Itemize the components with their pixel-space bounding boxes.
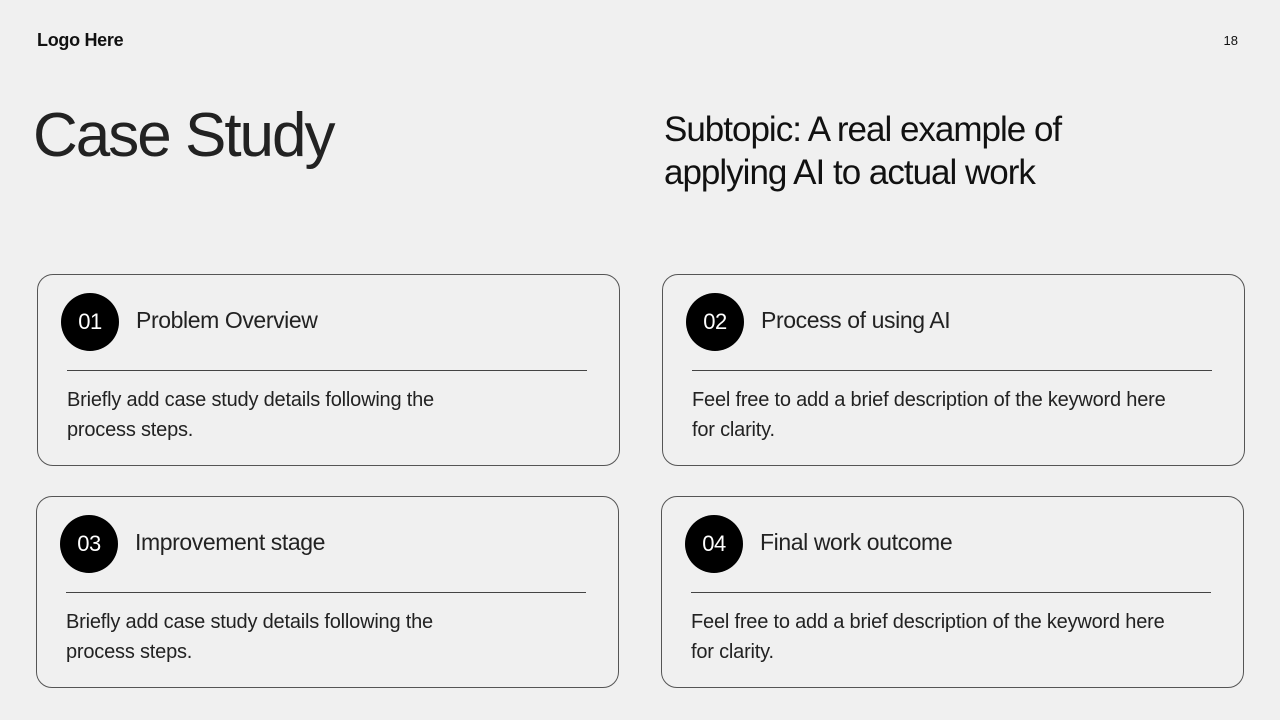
card-description: Feel free to add a brief description of the keyword here for clarity. xyxy=(692,389,1166,441)
subtitle: Subtopic: A real example of applying AI to actual work xyxy=(664,110,1062,192)
card-final-work-outcome xyxy=(661,496,1244,688)
step-number-badge: 02 xyxy=(686,293,744,351)
logo: Logo Here xyxy=(37,30,124,50)
card-problem-overview xyxy=(37,274,620,466)
card-heading: Process of using AI xyxy=(761,307,951,333)
card-heading: Final work outcome xyxy=(760,529,953,555)
card-description: Feel free to add a brief description of the keyword here for clarity. xyxy=(691,611,1165,663)
card-description: Briefly add case study details following the process steps. xyxy=(66,611,433,663)
divider xyxy=(691,592,1211,593)
card-process-of-using-ai xyxy=(662,274,1245,466)
page-number: 18 xyxy=(1223,33,1238,48)
card-improvement-stage xyxy=(36,496,619,688)
card-description: Briefly add case study details following the process steps. xyxy=(67,389,434,441)
page-title: Case Study xyxy=(33,101,334,170)
step-number-badge: 03 xyxy=(60,515,118,573)
step-number-badge: 01 xyxy=(61,293,119,351)
card-heading: Problem Overview xyxy=(136,307,318,333)
divider xyxy=(692,370,1212,371)
step-number-badge: 04 xyxy=(685,515,743,573)
divider xyxy=(66,592,586,593)
card-heading: Improvement stage xyxy=(135,529,326,555)
divider xyxy=(67,370,587,371)
